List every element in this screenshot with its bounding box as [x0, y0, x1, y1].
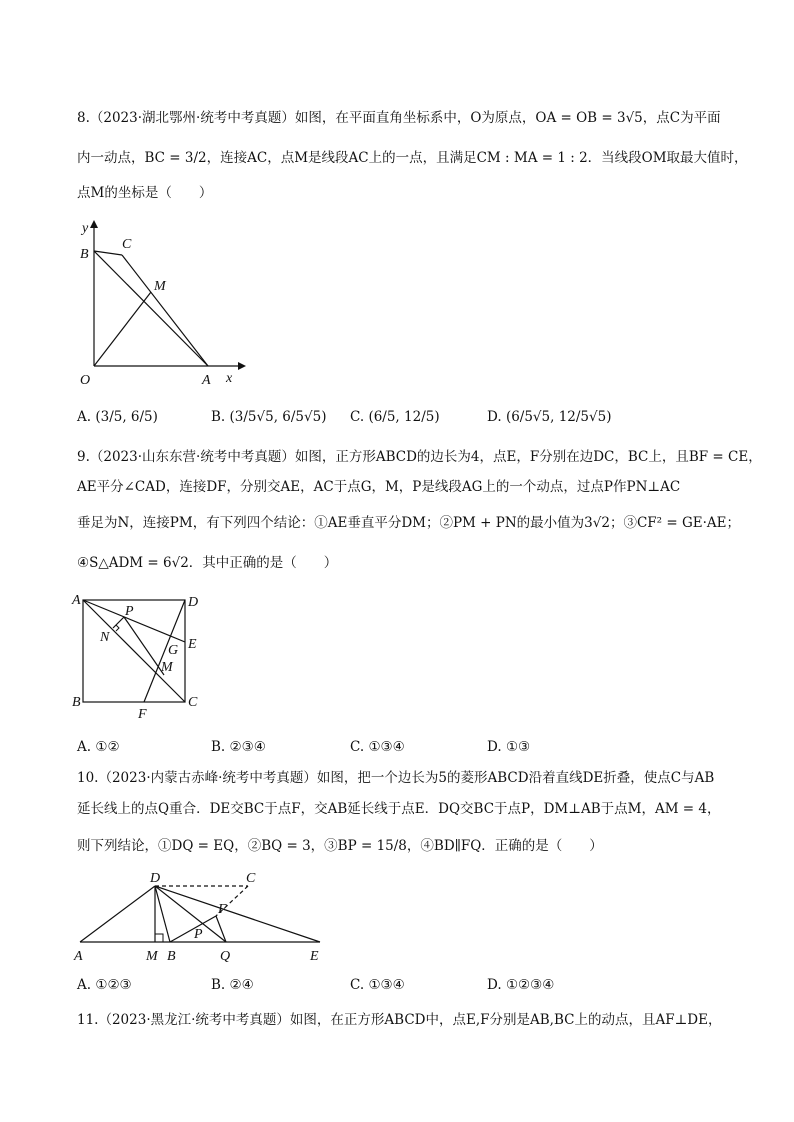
q8-label-M: M: [154, 279, 166, 294]
q10-option-a-text: ①②③: [95, 977, 132, 993]
q10-line-3: 则下列结论，①DQ = EQ，②BQ = 3，③BP = 15/8，④BD∥FQ．正确的是（ ）: [77, 838, 603, 854]
q8-option-b-letter: B.: [211, 409, 226, 425]
q9-option-d: [487, 737, 530, 757]
q9-label-G: G: [168, 643, 179, 658]
q9-label-E: E: [188, 637, 197, 652]
q8-option-b-text: (3/5√5, 6/5√5): [229, 409, 327, 425]
q10-label-B: B: [167, 949, 176, 964]
q8-line-2: 内一动点，BC = 3/2，连接AC，点M是线段AC上的一点，且满足CM : MA = 1 : 2．当线段OM取最大值时，: [77, 150, 748, 166]
q8-option-a: [77, 407, 158, 427]
q8-label-C: C: [122, 237, 132, 252]
q10-option-c-text: ①③④: [368, 977, 405, 993]
q8-label-y: y: [82, 221, 89, 236]
q10-label-F: F: [218, 902, 227, 917]
q10-option-d: [487, 975, 554, 995]
q9-line-4: ④S△ADM = 6√2．其中正确的是（ ）: [77, 555, 338, 571]
q8-option-a-letter: A.: [77, 409, 92, 425]
q9-label-D: D: [188, 595, 199, 610]
q9-label-N: N: [100, 630, 110, 645]
q8-option-c-letter: C.: [350, 409, 365, 425]
q8-label-B: B: [80, 247, 89, 262]
q11-line-1: 11.（2023·黑龙江·统考中考真题）如图，在正方形ABCD中，点E,F分别是AB,BC上的动点，且AF⊥DE，: [77, 1012, 722, 1028]
q9-option-b-text: ②③④: [229, 739, 266, 755]
q9-option-d-letter: D.: [487, 739, 502, 755]
q9-label-C: C: [188, 695, 198, 710]
q10-label-C: C: [246, 871, 256, 886]
q8-line-3: 点M的坐标是（ ）: [77, 185, 213, 201]
q10-label-Q: Q: [220, 949, 231, 964]
q9-figure: [68, 590, 218, 720]
q9-option-c-text: ①③④: [368, 739, 405, 755]
q8-label-x: x: [226, 371, 233, 386]
q9-option-a-text: ①②: [95, 739, 120, 755]
q9-label-B: B: [72, 695, 81, 710]
q8-option-d: [487, 407, 611, 427]
q10-option-b-text: ②④: [229, 977, 254, 993]
q9-option-a: [77, 737, 120, 757]
q10-option-c: [350, 975, 405, 995]
q8-option-d-text: (6/5√5, 12/5√5): [505, 409, 612, 425]
q10-label-P: P: [194, 927, 203, 942]
q8-option-d-letter: D.: [487, 409, 502, 425]
q9-option-b-letter: B.: [211, 739, 226, 755]
q10-option-c-letter: C.: [350, 977, 365, 993]
q8-option-b: [211, 407, 326, 427]
q10-line-1: 10.（2023·内蒙古赤峰·统考中考真题）如图，把一个边长为5的菱形ABCD沿着直线DE折叠，使点C与AB: [77, 770, 715, 786]
q8-label-O: O: [80, 373, 91, 388]
q9-line-3: 垂足为N，连接PM，有下列四个结论：①AE垂直平分DM；②PM + PN的最小值为3√2；③CF² = GE·AE；: [77, 515, 740, 531]
q9-line-1: 9.（2023·山东东营·统考中考真题）如图，正方形ABCD的边长为4，点E，F分别在边DC，BC上，且BF = CE，: [77, 449, 762, 465]
q9-label-F: F: [138, 707, 147, 720]
q9-label-P: P: [125, 604, 134, 619]
q9-line-2: AE平分∠CAD，连接DF，分别交AE，AC于点G，M，P是线段AG上的一个动点，过点P作PN⊥AC: [77, 479, 681, 495]
q8-option-c-text: (6/5, 12/5): [368, 409, 440, 425]
q10-option-a-letter: A.: [77, 977, 92, 993]
q8-label-A: A: [202, 373, 211, 388]
q10-option-b-letter: B.: [211, 977, 226, 993]
q10-option-d-text: ①②③④: [505, 977, 555, 993]
q9-label-M: M: [161, 660, 173, 675]
q10-option-a: [77, 975, 132, 995]
q10-label-E: E: [310, 949, 319, 964]
q8-figure: [70, 218, 250, 388]
q9-option-a-letter: A.: [77, 739, 92, 755]
q8-option-a-text: (3/5, 6/5): [95, 409, 158, 425]
q10-line-2: 延长线上的点Q重合．DE交BC于点F，交AB延长线于点E．DQ交BC于点P，DM⊥AB于点M，AM = 4，: [77, 801, 721, 817]
q10-label-D: D: [150, 871, 161, 886]
q10-label-M: M: [146, 949, 158, 964]
q8-option-c: [350, 407, 440, 427]
q9-option-b: [211, 737, 266, 757]
q9-option-c-letter: C.: [350, 739, 365, 755]
q9-option-d-text: ①③: [505, 739, 531, 755]
q10-option-b: [211, 975, 254, 995]
q10-figure: [68, 866, 338, 966]
q10-option-d-letter: D.: [487, 977, 502, 993]
q10-label-A: A: [74, 949, 83, 964]
q8-line-1: 8.（2023·湖北鄂州·统考中考真题）如图，在平面直角坐标系中，O为原点，OA = OB = 3√5，点C为平面: [77, 110, 721, 126]
q9-label-A: A: [72, 593, 81, 608]
q9-option-c: [350, 737, 405, 757]
